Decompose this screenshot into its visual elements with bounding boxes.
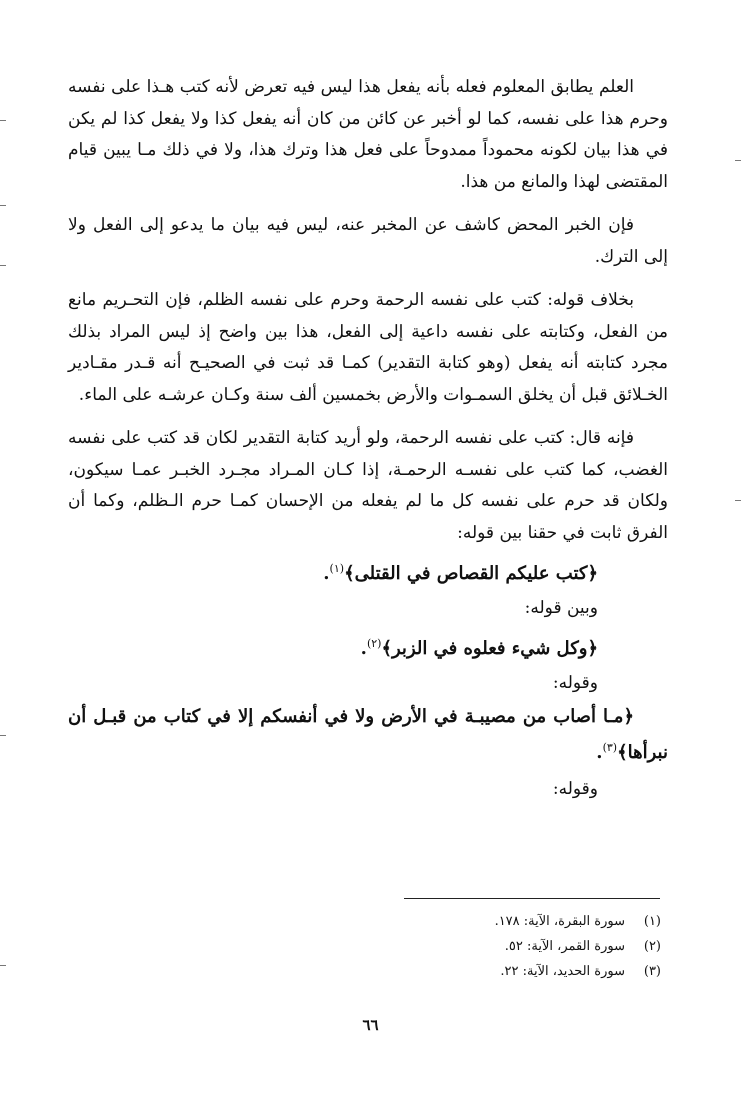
scan-edge-mark (0, 965, 6, 966)
verse-1-footnote-ref: (١) (329, 562, 345, 575)
footnote-2-number: (٢) (643, 939, 661, 954)
intro-3: وقوله: (552, 673, 598, 693)
verse-3-footnote-ref: (٣) (602, 741, 618, 754)
verse-3-end: . (596, 742, 603, 763)
scan-edge-mark (735, 160, 741, 161)
paragraph-3: بخلاف قوله: كتب على نفسه الرحمة وحرم على نفسه الظلم، فإن التحـريم مانع من الفعل، وكتابته على نفسه داعية إلى الفعل، هذا بين واضح إذ ليس المراد بذلك مجرد كتابته أنه يفعل (وهو كتابة التقدير) كمـا قد ثبت في الصحيـح أنه قـدر مقـادير الخـلائق قبل أن يخلق السمـوات والأرض بخمسين ألف سنة وكـان عرشـه على الماء. (68, 290, 668, 405)
verse-2 (68, 628, 668, 664)
verse-2-text: ﴿وكل شيء فعلوه في الزبر﴾ (381, 638, 598, 659)
scan-edge-mark (0, 120, 6, 121)
footnote-1-number: (١) (643, 914, 661, 929)
paragraph-2: فإن الخبر المحض كاشف عن المخبر عنه، ليس فيه بيان ما يدعو إلى الفعل ولا إلى الترك. (68, 215, 668, 267)
footnote-2-text: سورة القمر، الآية: ٥٢. (504, 939, 625, 954)
verse-1 (68, 553, 668, 589)
verse-2-end: . (360, 638, 367, 659)
scan-edge-mark (0, 205, 6, 206)
footnote-3-number: (٣) (643, 964, 661, 979)
verse-1-text: ﴿كتب عليكم القصاص في القتلى﴾ (344, 563, 598, 584)
footnote-3-text: سورة الحديد، الآية: ٢٢. (500, 964, 625, 979)
footnotes (361, 909, 661, 984)
verse-1-end: . (323, 563, 330, 584)
footnote-1-text: سورة البقرة، الآية: ١٧٨. (494, 914, 625, 929)
footnote-divider (404, 898, 660, 899)
intro-4: وقوله: (552, 779, 598, 799)
footnote-1 (361, 909, 661, 934)
verse-2-footnote-ref: (٢) (366, 637, 382, 650)
page-number: ٦٦ (362, 1016, 379, 1034)
page-body (68, 72, 668, 807)
verse-3-text: ﴿مـا أصاب من مصيبـة في الأرض ولا في أنفسكم إلا في كتاب من قبـل أن نبرأها﴾ (68, 706, 668, 763)
scan-edge-mark (0, 735, 6, 736)
scan-edge-mark (735, 500, 741, 501)
paragraph-4: فإنه قال: كتب على نفسه الرحمة، ولو أريد كتابة التقدير لكان قد كتب على نفسه الغضب، كما كتب على نفسـه الرحمـة، إذا كـان المـراد مجـرد الخبـر عمـا سيكون، ولكان قد حرم على نفسه كل ما لم يفعله من الإحسان كمـا حرم الـظلم، وكما أن الفرق ثابت في حقنا بين قوله: (68, 428, 668, 543)
footnote-2 (361, 934, 661, 959)
footnote-3 (361, 959, 661, 984)
paragraph-1: العلم يطابق المعلوم فعله بأنه يفعل هذا ليس فيه تعرض لأنه كتب هـذا على نفسه وحرم هذا على نفسه، كما لو أخبر عن كائن من كان أنه يفعل كذا ولا يفعل كذا لم يكن في هذا بيان لكونه محموداً ممدوحاً على فعل هذا وترك هذا، ولا في ذلك مـا يبين قيام المقتضى لهذا والمانع من هذا. (68, 77, 668, 192)
verse-3 (68, 701, 668, 768)
scan-edge-mark (0, 265, 6, 266)
intro-2: وبين قوله: (524, 598, 598, 618)
